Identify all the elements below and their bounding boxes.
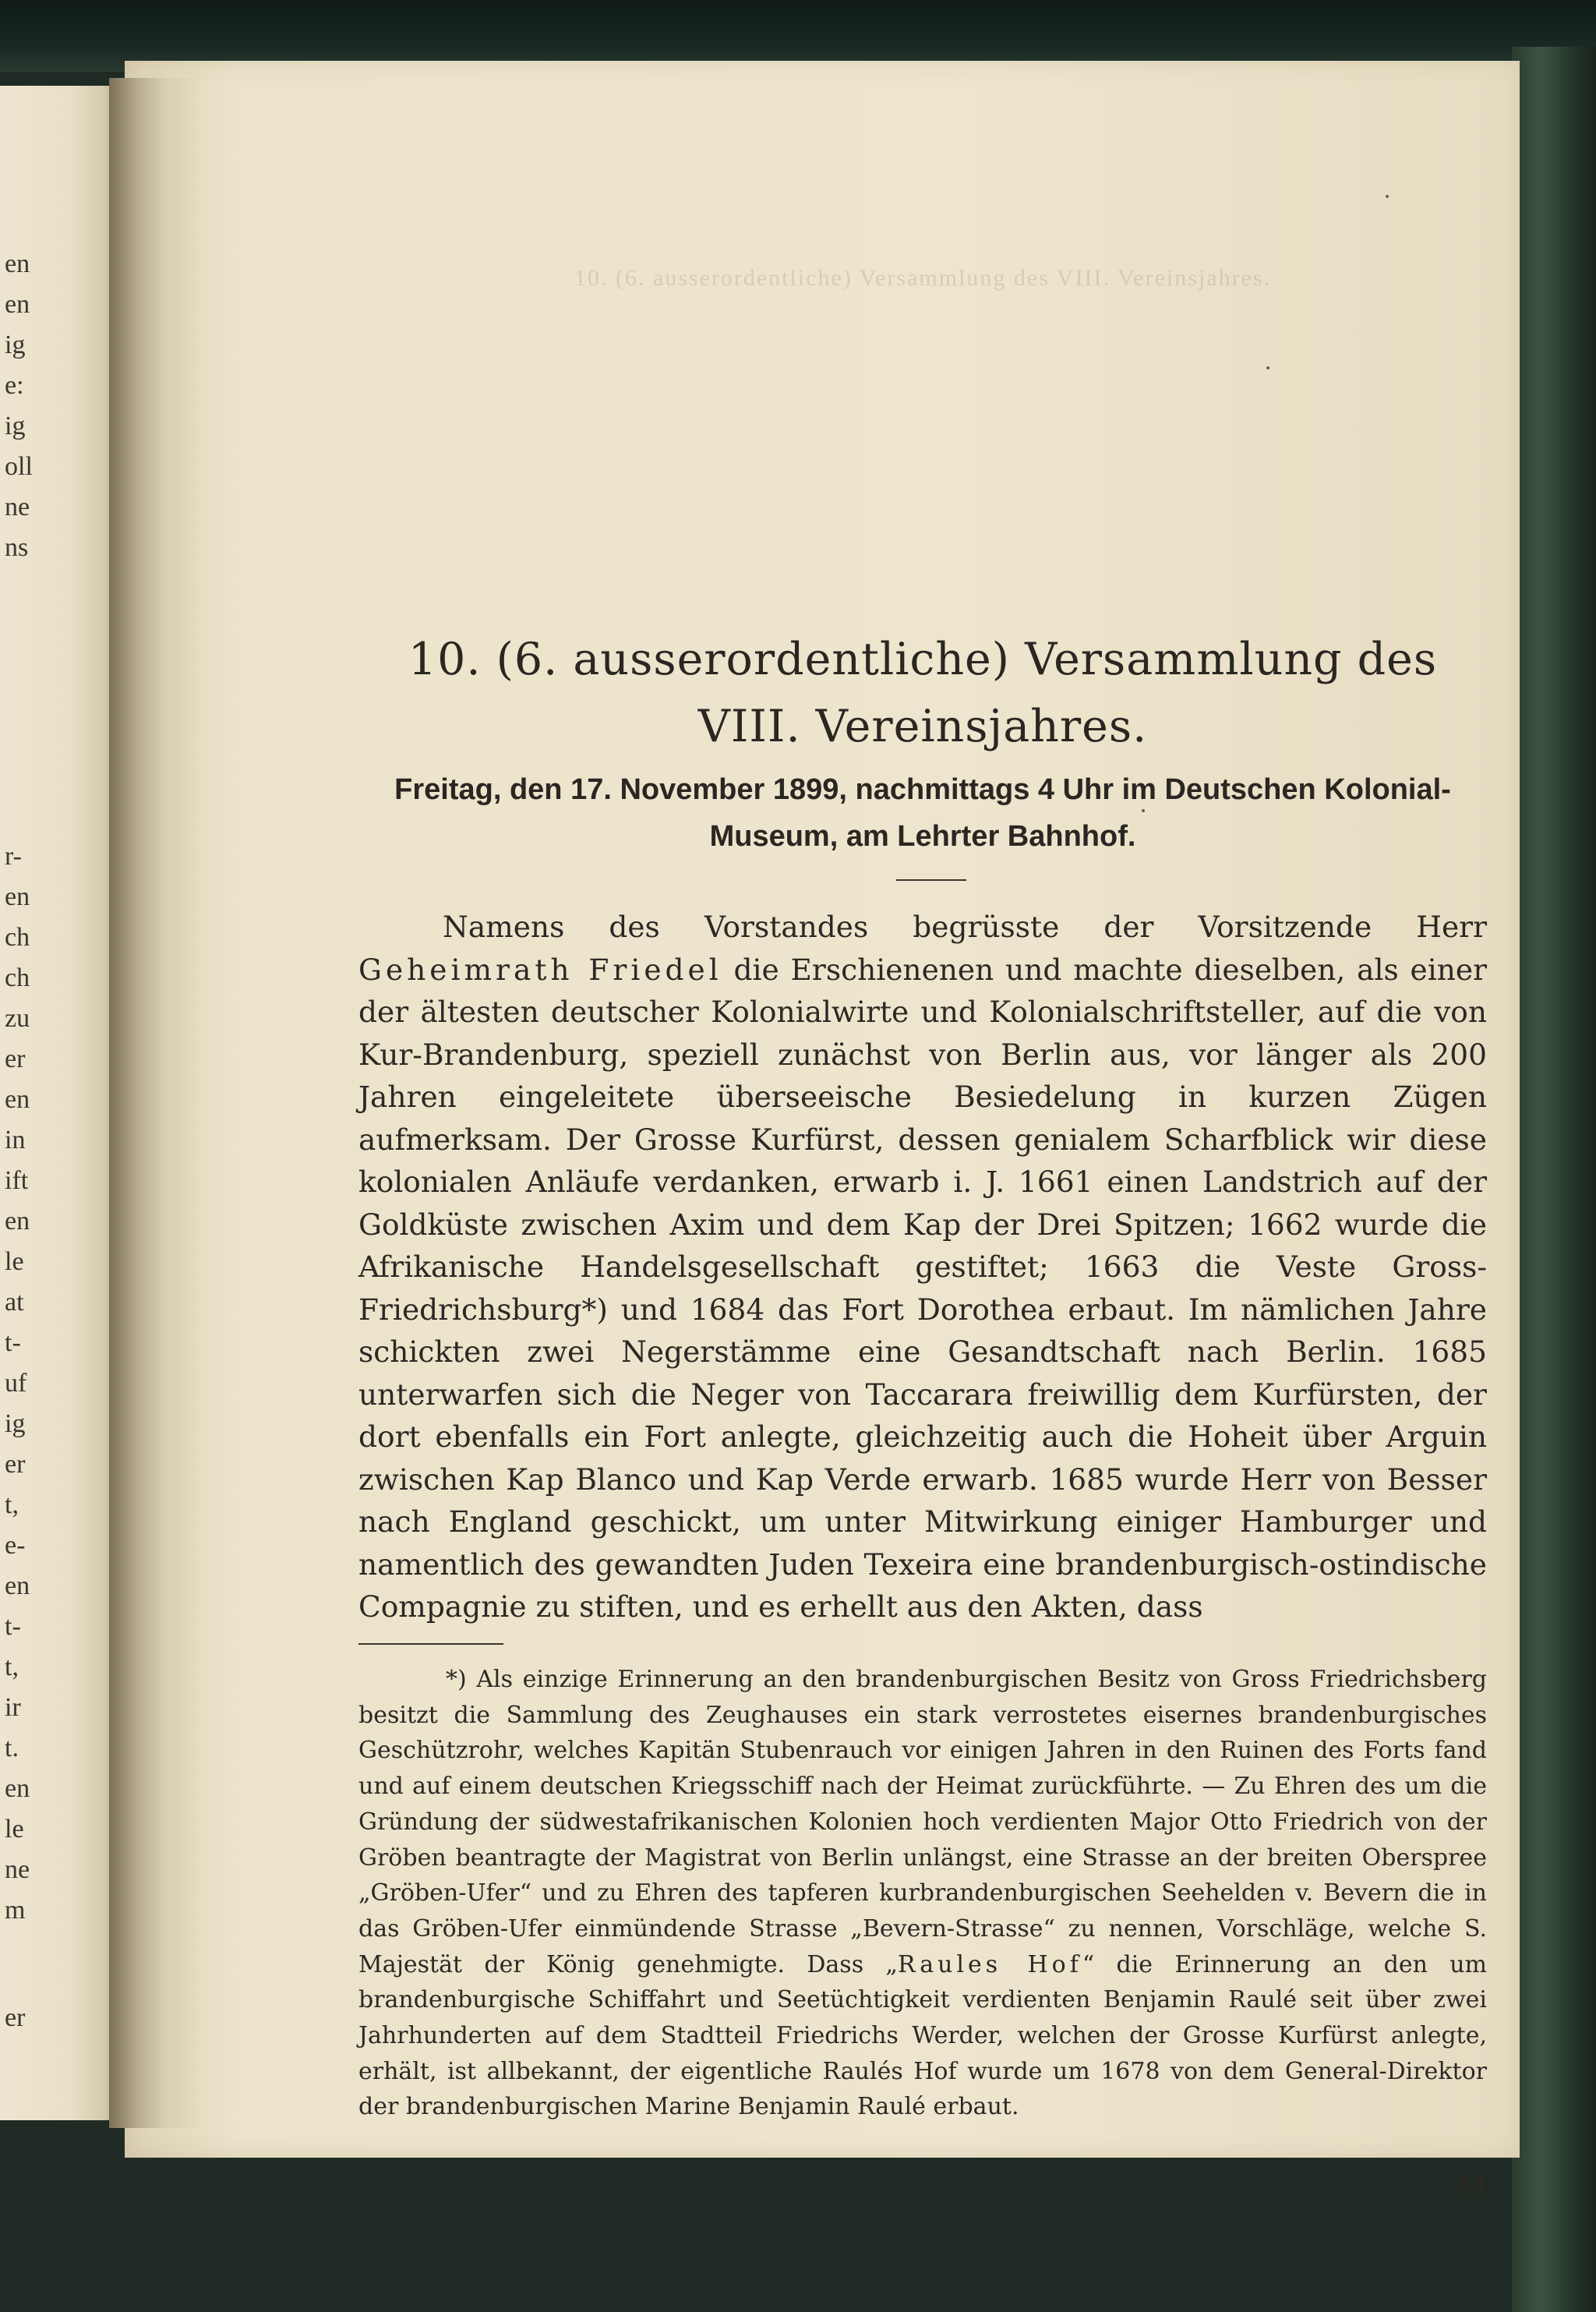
left-fragment: er [5, 1045, 26, 1073]
page-gutter-shadow [109, 78, 203, 2128]
page-number: 23 [1452, 2170, 1487, 2200]
footnote-text-start: *) Als einzige Erinnerung an den brandenburgischen Besitz von Gross Friedrichsberg besitzt die Sammlung des Zeughauses ein stark verrostetes eisernes brandenburgisches Geschützrohr, welches Kapitän Stubenrauch vor einigen Jahren in den Ruinen des Forts fand und auf einem deutschen Kriegsschiff nach der Heimat zurückführte. — Zu Ehren des um die Gründung der südwestafrikanischen Kolonien hoch verdienten Major Otto Friedrich von der Gröben beantragte der Magistrat von Berlin unlängst, eine Strasse an der breiten Oberspree „Gröben-Ufer“ und zu Ehren des tapferen kurbrandenburgischen Seehelden v. Bevern die in das Gröben-Ufer einmündende Strasse „Bevern-Strasse“ zu nennen, Vorschläge, welche S. Majestät der König genehmigte. Dass „ [358, 1666, 1487, 1978]
left-fragment: r- [5, 842, 22, 871]
left-fragment: en [5, 882, 30, 911]
left-fragment: ig [5, 331, 26, 359]
book-page [125, 61, 1520, 2200]
left-fragment: er [5, 1450, 26, 1479]
footnote-divider [358, 1643, 503, 1645]
facing-page-fragment [0, 86, 117, 2120]
left-fragment: t, [5, 1490, 19, 1519]
left-fragment: ift [5, 1166, 29, 1195]
left-fragment: er [5, 2003, 26, 2032]
book-binding-edge [1512, 47, 1596, 2312]
left-fragment: t- [5, 1612, 21, 1641]
footnote-spaced-name: Raules Hof [897, 1950, 1082, 1978]
left-fragment: ig [5, 1409, 26, 1438]
left-fragment: zu [5, 1004, 30, 1033]
left-fragment: at [5, 1288, 24, 1317]
meeting-info: Freitag, den 17. November 1899, nachmittags 4 Uhr im Deutschen Kolonial-Museum, am Lehrter Bahnhof. [394, 773, 1451, 853]
left-fragment: en [5, 1571, 30, 1600]
left-fragment: ne [5, 1855, 30, 1884]
left-fragment: m [5, 1896, 26, 1925]
person-name: Geheimrath Friedel [358, 952, 722, 987]
left-fragment: in [5, 1126, 26, 1154]
body-text-start: Namens des Vorstandes begrüsste der Vorsitzende Herr [443, 910, 1487, 944]
paper-speck [1266, 366, 1269, 369]
heading-line-2: VIII. Vereinsjahres. [697, 701, 1148, 752]
footnote [358, 1662, 1487, 2125]
left-fragment: le [5, 1815, 24, 1844]
paper-speck [1386, 195, 1389, 198]
left-fragment: e- [5, 1531, 26, 1560]
left-fragment: uf [5, 1369, 27, 1398]
heading-divider [896, 879, 966, 881]
bleed-through-header: 10. (6. ausserordentliche) Versammlung des VIII. Vereinsjahres. [574, 265, 1272, 291]
left-fragment: t. [5, 1734, 19, 1762]
left-fragment: ig [5, 412, 26, 440]
left-fragment: ch [5, 923, 30, 952]
left-fragment: en [5, 249, 30, 278]
left-fragment: en [5, 1207, 30, 1236]
left-fragment: en [5, 290, 30, 319]
body-paragraph [358, 906, 1487, 1628]
left-fragment: ch [5, 963, 30, 992]
left-fragment: t- [5, 1328, 21, 1357]
left-fragment: ir [5, 1693, 21, 1722]
left-fragment: en [5, 1774, 30, 1803]
section-heading [358, 626, 1487, 760]
left-fragment: oll [5, 452, 33, 481]
left-fragment: t, [5, 1653, 19, 1681]
body-text-rest: die Erschienenen und machte dieselben, als einer der ältesten deutscher Kolonialwirte und Kolonialschriftsteller, auf die von Kur-Brandenburg, speziell zunächst von Berlin aus, vor länger als 200 Jahren eingeleitete überseeische Besiedelung in kurzen Zügen aufmerksam. Der Grosse Kurfürst, dessen genialem Scharfblick wir diese kolonialen Anläufe verdanken, erwarb i. J. 1661 einen Landstrich auf der Goldküste zwischen Axim und dem Kap der Drei Spitzen; 1662 wurde die Afrikanische Handelsgesellschaft gestiftet; 1663 die Veste Gross-Friedrichsburg*) und 1684 das Fort Dorothea erbaut. Im nämlichen Jahre schickten zwei Negerstämme eine Gesandtschaft nach Berlin. 1685 unterwarfen sich die Neger von Taccarara freiwillig dem Kurfürsten, der dort ebenfalls ein Fort anlegte, gleichzeitig auch die Hoheit über Arguin zwischen Kap Blanco und Kap Verde erwarb. 1685 wurde Herr von Besser nach England geschickt, um unter Mitwirkung einiger Hamburger und namentlich des gewandten Juden Texeira eine brandenburgisch-ostindische Compagnie zu stiften, und es erhellt aus den Akten, dass [358, 952, 1487, 1624]
left-fragment: le [5, 1247, 24, 1276]
left-fragment: en [5, 1085, 30, 1114]
heading-line-1: 10. (6. ausserordentliche) Versammlung des [408, 634, 1438, 685]
left-fragment: ne [5, 493, 30, 521]
left-fragment: e: [5, 371, 24, 400]
footnote-text-rest: “ die Erinnerung an den um brandenburgische Schiffahrt und Seetüchtigkeit verdienten Benjamin Raulé seit über zwei Jahrhunderten auf dem Stadtteil Friedrichs Werder, welchen der Grosse Kurfürst anlegte, erhält, ist allbekannt, der eigentliche Raulés Hof wurde um 1678 von dem General-Direktor der brandenburgischen Marine Benjamin Raulé erbaut. [358, 1950, 1487, 2121]
left-fragment: ns [5, 533, 29, 562]
